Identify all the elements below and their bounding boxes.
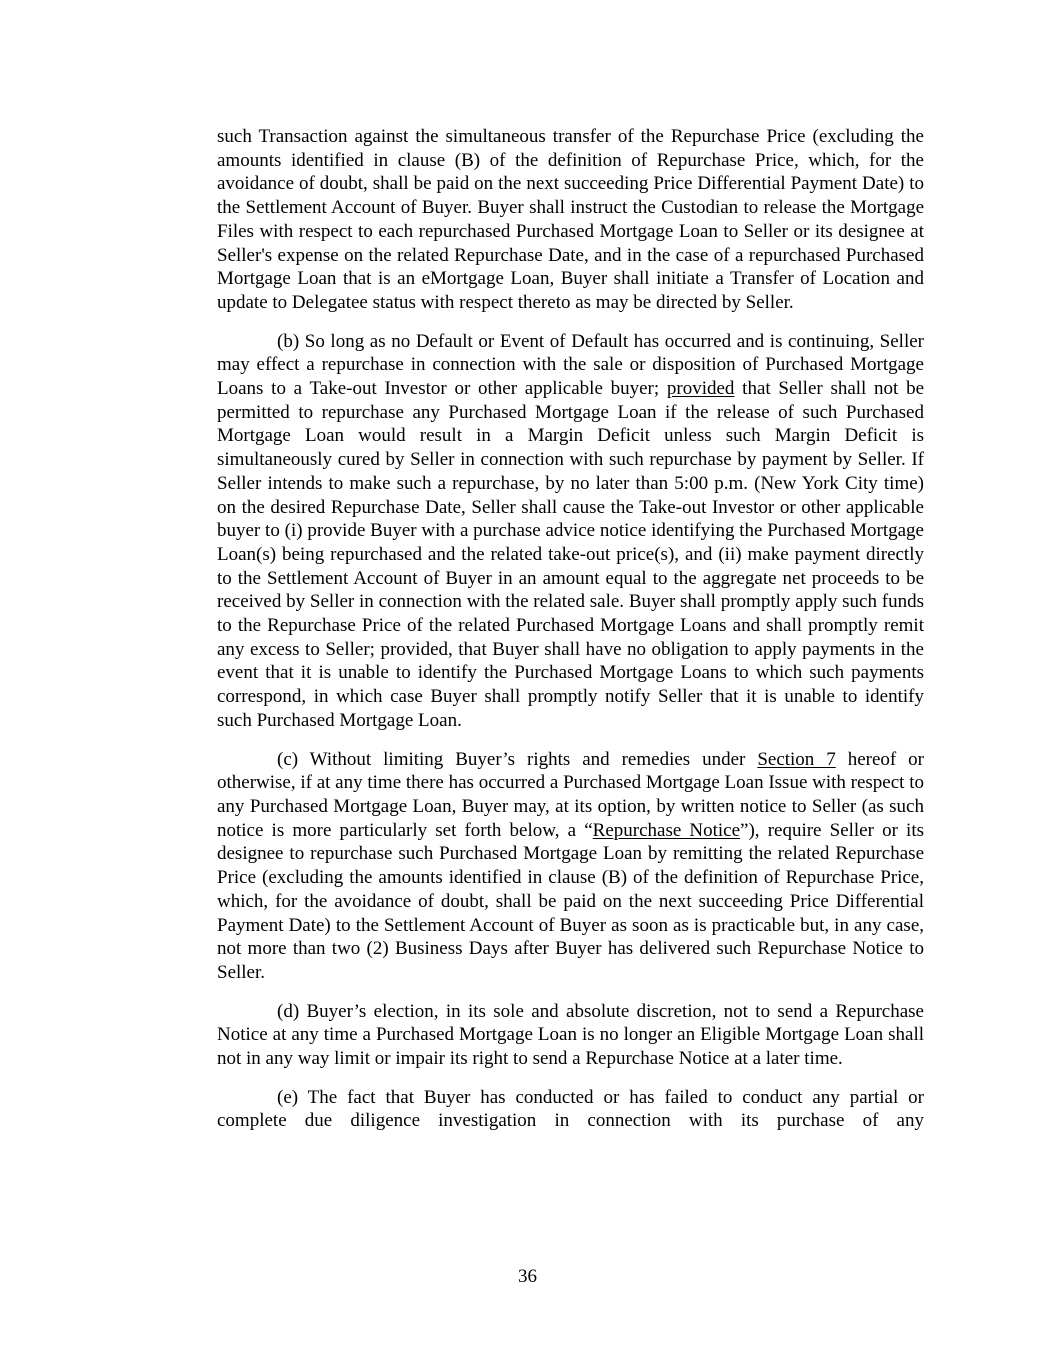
paragraph-text: (d) Buyer’s election, in its sole and absolute discretion, not to send a Repurchase Notice at any time a Purchased Mortgage Loan is no longer an Eligible Mortgage Loan shall not in any way limit or impair its right to send a Repurchase Notice at a later time. [217,1000,924,1070]
paragraph-text: hereof or otherwise, if at any time there has occurred a Purchased Mortgage Loan Issue with respect to any Purchased Mortgage Loan, Buyer may, at its option, by written notice to Seller (as such notice is more particularly set forth below, a “ [217,748,924,841]
paragraph-text: (e) The fact that Buyer has conducted or has failed to conduct any partial or complete due diligence investigation in connection with its purchase of any [217,1086,924,1132]
paragraph-b [217,330,924,733]
repurchase-notice-term: Repurchase Notice [592,819,741,841]
paragraph-e [217,1086,924,1133]
provided-term: provided [666,378,735,400]
document-body [217,125,924,1148]
paragraph-text: (c) Without limiting Buyer’s rights and remedies under [277,748,758,770]
paragraph-a-continuation [217,125,924,315]
section-7-reference: Section 7 [757,748,836,770]
paragraph-text: ”), require Seller or its designee to repurchase such Purchased Mortgage Loan by remitting the related Repurchase Price (excluding the amounts identified in clause (B) of the definition of Repurchase Price, which, for the avoidance of doubt, shall be paid on the next succeeding Price Differential Payment Date) to the Settlement Account of Buyer as soon as is practicable but, in any case, not more than two (2) Business Days after Buyer has delivered such Repurchase Notice to Seller. [217,819,924,983]
paragraph-c [217,748,924,985]
paragraph-text: such Transaction against the simultaneous transfer of the Repurchase Price (excluding the amounts identified in clause (B) of the definition of Repurchase Price, which, for the avoidance of doubt, shall be paid on the next succeeding Price Differential Payment Date) to the Settlement Account of Buyer. Buyer shall instruct the Custodian to release the Mortgage Files with respect to each repurchased Purchased Mortgage Loan to Seller or its designee at Seller's expense on the related Repurchase Date, and in the case of a repurchased Purchased Mortgage Loan that is an eMortgage Loan, Buyer shall initiate a Transfer of Location and update to Delegatee status with respect thereto as may be directed by Seller. [217,126,924,313]
paragraph-text: that Seller shall not be permitted to repurchase any Purchased Mortgage Loan if the release of such Purchased Mortgage Loan would result in a Margin Deficit unless such Margin Deficit is simultaneously cured by Seller in connection with such repurchase by payment by Seller. If Seller intends to make such a repurchase, by no later than 5:00 p.m. (New York City time) on the desired Repurchase Date, Seller shall cause the Take-out Investor or other applicable buyer to (i) provide Buyer with a purchase advice notice identifying the Purchased Mortgage Loan(s) being repurchased and the related take-out price(s), and (ii) make payment directly to the Settlement Account of Buyer in an amount equal to the aggregate net proceeds to be received by Seller in connection with the related sale. Buyer shall promptly apply such funds to the Repurchase Price of the related Purchased Mortgage Loans and shall promptly remit any excess to Seller; provided, that Buyer shall have no obligation to apply payments in the event that it is unable to identify the Purchased Mortgage Loans to which such payments correspond, in which case Buyer shall promptly notify Seller that it is unable to identify such Purchased Mortgage Loan. [217,378,925,731]
paragraph-text: (b) So long as no Default or Event of Default has occurred and is continuing, Seller may effect a repurchase in connection with the sale or disposition of Purchased Mortgage Loans to a Take-out Investor or other applicable buyer; [217,330,924,400]
paragraph-d [217,1000,924,1071]
page-number: 36 [518,1266,537,1287]
